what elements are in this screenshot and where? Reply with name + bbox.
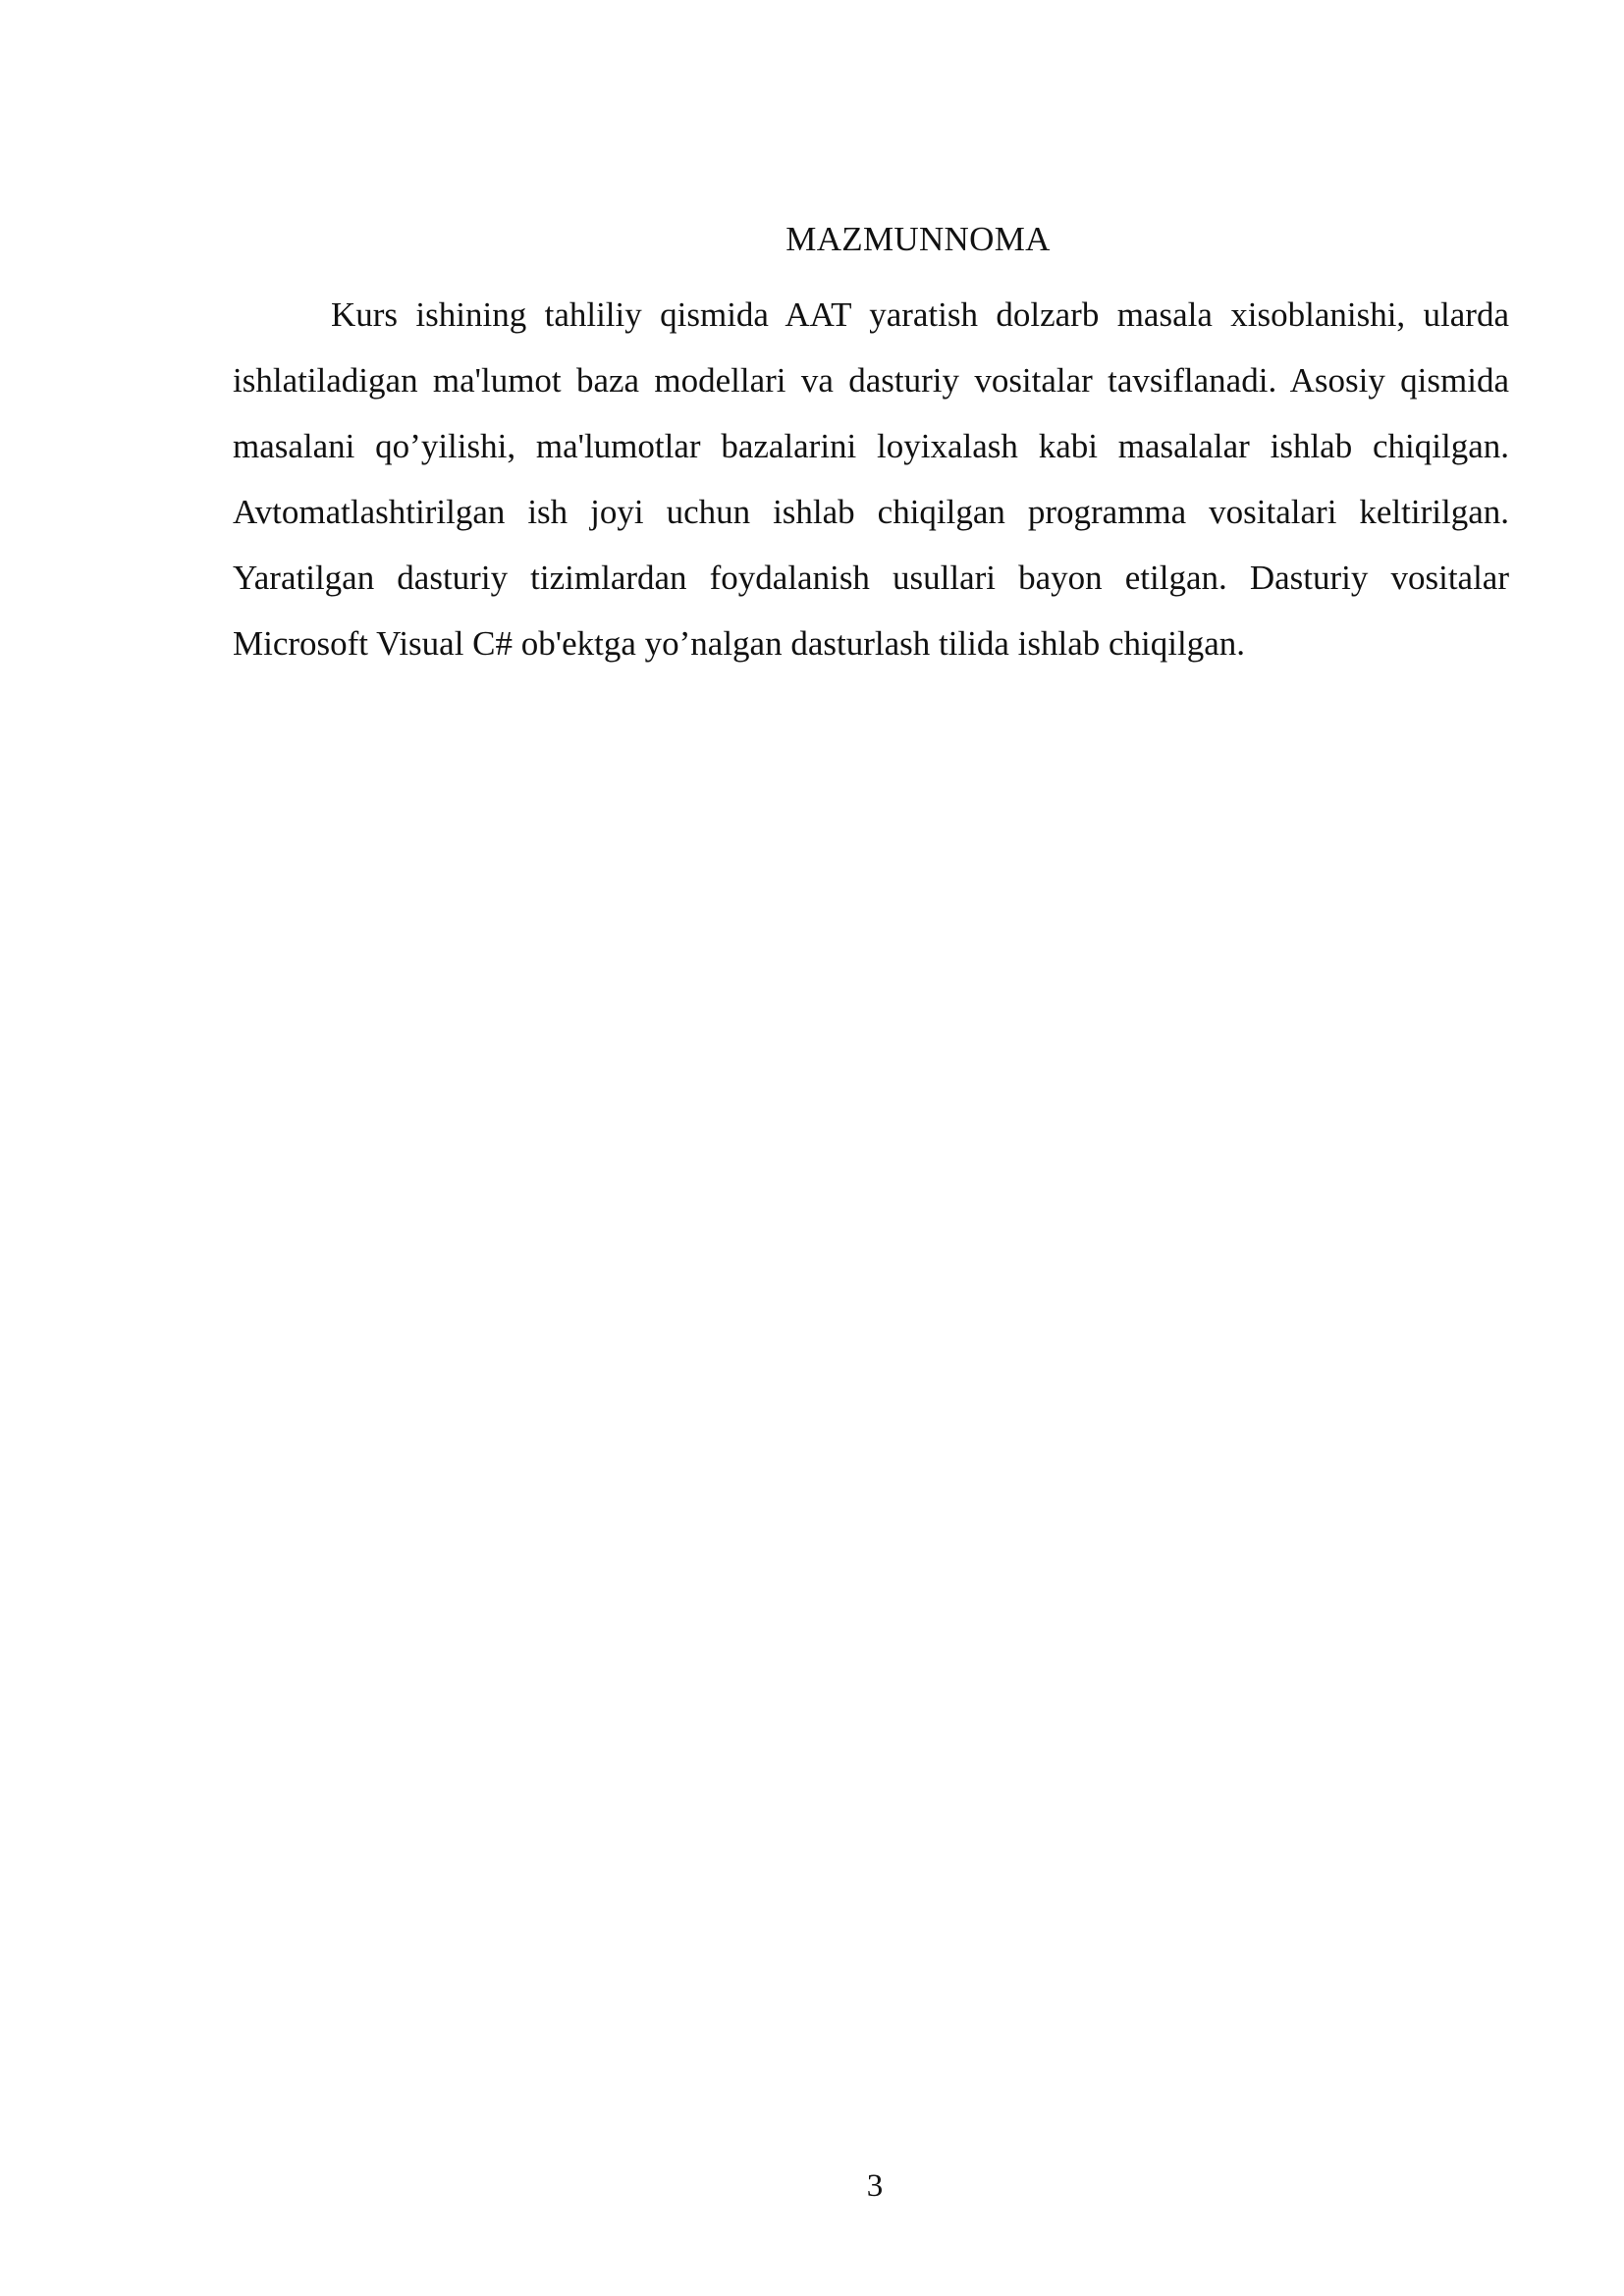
page-number: 3 [866, 2168, 884, 2204]
page-title: MAZMUNNOMA [785, 220, 1051, 258]
body-paragraph: Kurs ishining tahliliy qismida AAT yaratish dolzarb masala xisoblanishi, ularda ishlatiladigan ma'lumot baza modellari va dasturiy vositalar tavsiflanadi. Asosiy qismida masalani qo’yilishi, ma'lumotlar bazalarini loyixalash kabi masalalar ishlab chiqilgan. Avtomatlashtirilgan ish joyi uchun ishlab chiqilgan programma vositalari keltirilgan. Yaratilgan dasturiy tizimlardan foydalanish usullari bayon etilgan. Dasturiy vositalar Microsoft Visual C# ob'ektga yo’nalgan dasturlash tilida ishlab chiqilgan. [233, 295, 1509, 663]
